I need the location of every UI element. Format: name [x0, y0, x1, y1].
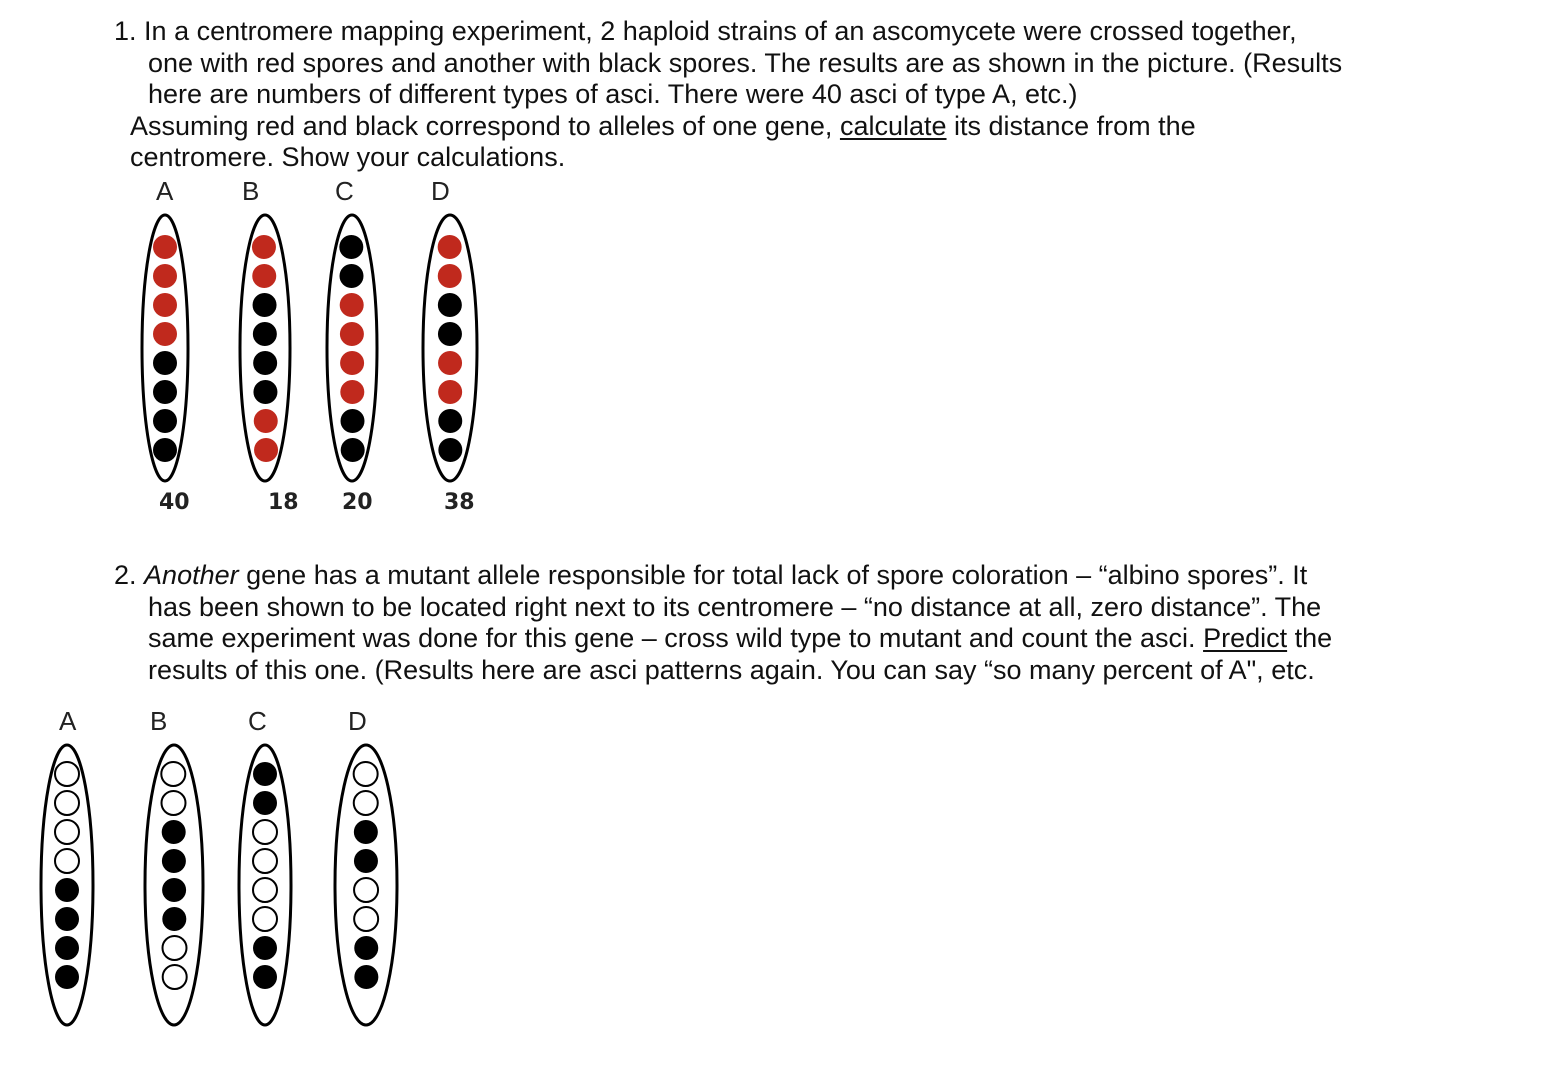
spore-black [55, 936, 79, 960]
fig2-label-d: D [348, 706, 367, 736]
spore-black [253, 293, 277, 317]
spore-black [438, 409, 462, 433]
fig1-count-c: 20 [342, 490, 373, 515]
spore-black [153, 409, 177, 433]
question-2: 2. Another gene has a mutant allele responsible for total lack of spore coloration – “albino spores”. It has been shown to be located right next to its centromere – “no distance at all, zero distance”. The same experiment was done for this gene – cross wild type to mutant and count the asci. Predict the results of this one. (Results here are asci patterns again. You can say “so many percent of A", etc. [114, 560, 1534, 686]
spore-black [438, 293, 462, 317]
spore-black [354, 936, 378, 960]
spore-black [253, 965, 277, 989]
spore-red [252, 235, 276, 259]
spore-black [55, 965, 79, 989]
spore-black [339, 235, 363, 259]
spore-black [354, 820, 378, 844]
spore-white [253, 820, 277, 844]
spore-white [253, 878, 277, 902]
fig2-ascus-d [332, 742, 400, 1028]
spore-red [438, 351, 462, 375]
spore-red [438, 264, 462, 288]
fig1-ascus-c [324, 212, 380, 484]
spore-black [153, 351, 177, 375]
spore-red [153, 293, 177, 317]
spore-black [162, 820, 186, 844]
spore-black [153, 438, 177, 462]
spore-red [252, 264, 276, 288]
question-2-text: 2. Another gene has a mutant allele responsible for total lack of spore coloration – “albino spores”. It [114, 560, 1308, 590]
spore-white [354, 762, 378, 786]
spore-red [254, 438, 278, 462]
spore-black [253, 936, 277, 960]
fig1-label-d: D [431, 176, 450, 206]
fig2-label-b: B [150, 706, 168, 736]
spore-red [153, 264, 177, 288]
fig2-ascus-a [38, 742, 96, 1028]
spore-black [341, 438, 365, 462]
fig2-ascus-c [236, 742, 294, 1028]
spore-black [55, 907, 79, 931]
spore-white [354, 878, 378, 902]
spore-white [55, 849, 79, 873]
fig1-ascus-a [139, 212, 191, 484]
question-1-text: 1. In a centromere mapping experiment, 2 haploid strains of an ascomycete were crossed together, [114, 16, 1297, 46]
fig1-label-c: C [335, 176, 354, 206]
spore-white [354, 907, 378, 931]
fig2-label-a: A [59, 706, 77, 736]
spore-white [163, 965, 187, 989]
spore-white [55, 762, 79, 786]
question-1-number: 1. [114, 16, 137, 46]
fig1-count-d: 38 [444, 490, 475, 515]
spore-black [253, 791, 277, 815]
spore-red [340, 293, 364, 317]
fig2-label-c: C [248, 706, 267, 736]
spore-white [163, 936, 187, 960]
spore-black [438, 438, 462, 462]
spore-white [161, 762, 185, 786]
spore-white [162, 791, 186, 815]
fig1-ascus-b [237, 212, 293, 484]
fig1-count-b: 18 [268, 490, 299, 515]
spore-black [354, 849, 378, 873]
spore-red [254, 409, 278, 433]
spore-red [438, 380, 462, 404]
spore-black [162, 878, 186, 902]
spore-black [153, 380, 177, 404]
spore-black [253, 322, 277, 346]
spore-black [162, 907, 186, 931]
spore-white [253, 849, 277, 873]
spore-black [162, 849, 186, 873]
calculate-emphasis: calculate [839, 110, 947, 141]
spore-white [55, 820, 79, 844]
spore-black [354, 965, 378, 989]
another-emphasis: Another [144, 560, 239, 590]
spore-black [341, 409, 365, 433]
spore-black [340, 264, 364, 288]
spore-red [438, 235, 462, 259]
fig1-label-a: A [156, 176, 174, 206]
fig1-ascus-d [420, 212, 480, 484]
spore-white [354, 791, 378, 815]
predict-emphasis: Predict [1203, 623, 1288, 653]
spore-red [340, 351, 364, 375]
spore-white [55, 791, 79, 815]
spore-red [153, 322, 177, 346]
spore-black [253, 762, 277, 786]
spore-red [340, 322, 364, 346]
spore-black [55, 878, 79, 902]
question-2-number: 2. [114, 560, 137, 590]
spore-red [153, 235, 177, 259]
fig1-count-a: 40 [159, 490, 190, 515]
spore-black [253, 351, 277, 375]
spore-white [253, 907, 277, 931]
spore-black [438, 322, 462, 346]
question-1: 1. In a centromere mapping experiment, 2 haploid strains of an ascomycete were crossed together, one with red spores and another with black spores. The results are as shown in the picture. (Results here are numbers of different types of asci. There were 40 asci of type A, etc.) Assuming red and black correspond to alleles of one gene, calculate its distance from the centromere. Show your calculations. [114, 16, 1514, 174]
spore-red [340, 380, 364, 404]
fig2-ascus-b [142, 742, 206, 1028]
spore-black [253, 380, 277, 404]
fig1-label-b: B [242, 176, 260, 206]
